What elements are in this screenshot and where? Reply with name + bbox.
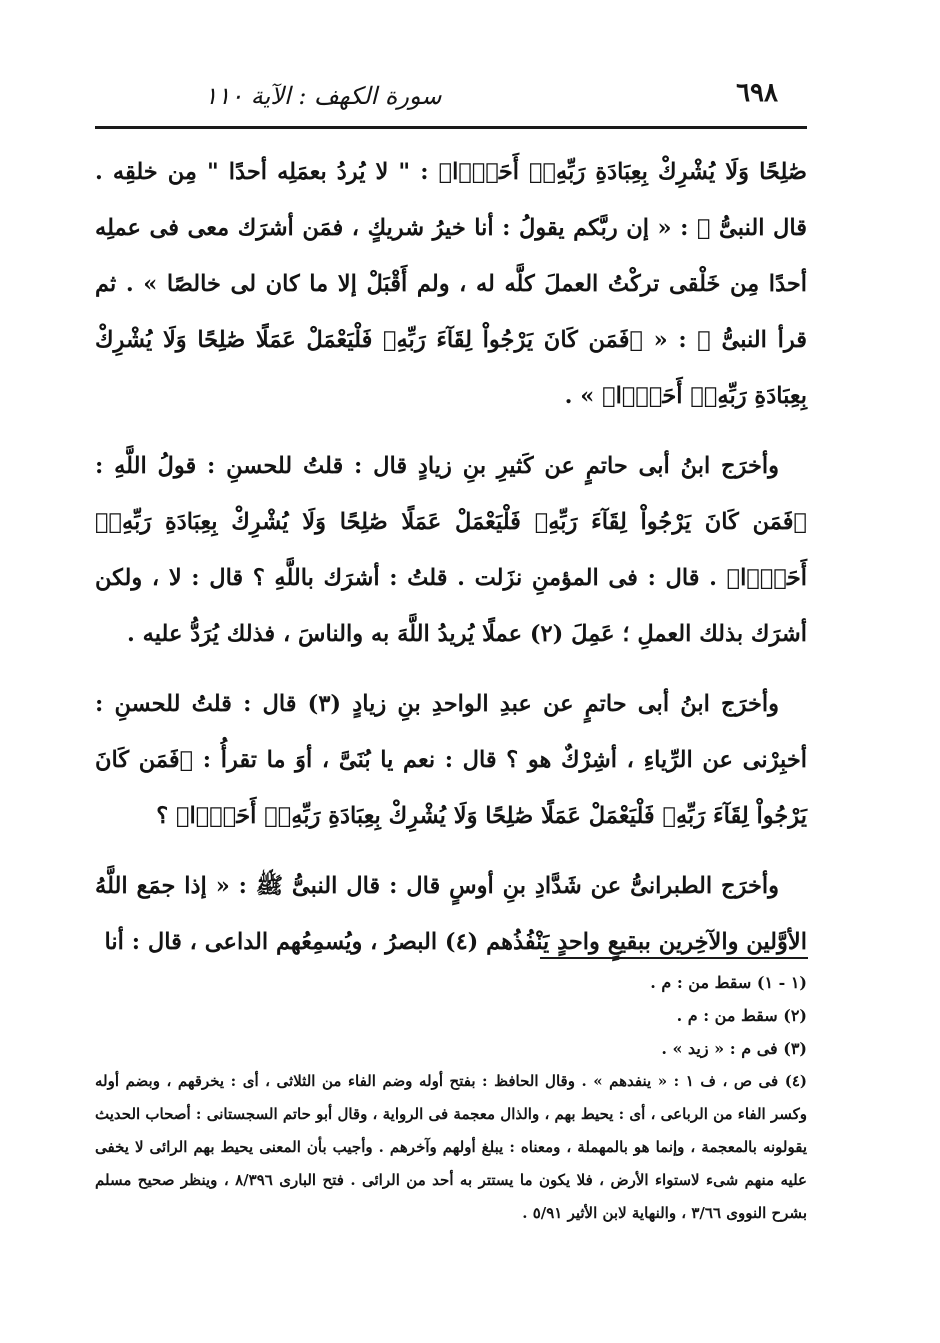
footnote-4: (٤) فى ص ، ف ١ : « ينفدهم » . وقال الحافظ : بفتح أوله وضم الفاء من الثلاثى ، أى : يخرقهم ، وبضم أوله وكسر الفاء من الرباعى ، أى : يحيط بهم ، والذال معجمة فى الرواية ، وقال أبو حاتم السجستانى : أصحاب الحديث يقولونه بالمعجمة ، وإنما هو بالمهملة ، ومعناه : يبلغ أولهم وآخرهم . وأجيب بأن المعنى يحيط بهم الرائى لا يخفى عليه منهم شىء لاستواء الأرض ، فلا يكون ما يستتر به أحد من الرائى . فتح البارى ٨/٣٩٦ ، وينظر صحيح مسلم بشرح النووى ٣/٦٦ ، والنهاية لابن الأثير ٥/٩١ . [95, 1072, 807, 1222]
header-divider [95, 126, 807, 129]
footnotes [95, 966, 807, 1230]
footnote-2: (٢) سقط من : م . [676, 1006, 807, 1025]
footnote-3: (٣) فى م : « زيد » . [661, 1039, 807, 1058]
running-title: سورة الكهف : الآية ١١٠ [204, 82, 442, 110]
page-number: ٦٩٨ [736, 78, 778, 108]
paragraph-2: وأخرَج ابنُ أبى حاتمٍ عن كَثيرِ بنِ زيادٍ قال : قلتُ للحسنِ : قولُ اللَّهِ : ﴿فَمَن كَانَ يَرْجُواْ لِقَآءَ رَبِّهِۦ فَلْيَعْمَلْ عَمَلًا صَٰلِحًا وَلَا يُشْرِكْ بِعِبَادَةِ رَبِّهِۦٓ أَحَدَۢا﴾ . قال : فى المؤمنِ نزَلت . قلتُ : أشرَك باللَّهِ ؟ قال : لا ، ولكن أشرَك بذلك العملِ ؛ عَمِلَ (٢) عملًا يُريدُ اللَّهَ به والناسَ ، فذلك يُرَدُّ عليه . [95, 453, 807, 647]
main-text [95, 144, 807, 984]
footnote-divider [540, 957, 808, 959]
paragraph-4: وأخرَج الطبرانىُّ عن شَدَّادِ بنِ أوسٍ قال : قال النبىُّ ﷺ : « إذا جمَع اللَّهُ الأوَّلين والآخِرين ببقيعٍ واحدٍ يَنْفُذُهم (٤) البصرُ ، ويُسمِعُهم الداعى ، قال : أنا [95, 873, 807, 955]
page-header [118, 78, 778, 118]
paragraph-1: صَٰلِحًا وَلَا يُشْرِكْ بِعِبَادَةِ رَبِّهِۦٓ أَحَدَۢا﴾ : " لا يُردُ بعمَلِه أحدًا " مِن خلقِه . قال النبىُّ ﷺ : « إن ربَّكم يقولُ : أنا خيرُ شريكٍ ، فمَن أشرَك معى فى عملِه أحدًا مِن خَلْقى تركْتُ العملَ كلَّه له ، ولم أَقْبَلْ إلا ما كان لى خالصًا » . ثم قرأ النبىُّ ﷺ : « ﴿فَمَن كَانَ يَرْجُواْ لِقَآءَ رَبِّهِۦ فَلْيَعْمَلْ عَمَلًا صَٰلِحًا وَلَا يُشْرِكْ بِعِبَادَةِ رَبِّهِۦٓ أَحَدَۢا﴾ » . [95, 159, 807, 409]
footnote-1: (١ - ١) سقط من : م . [650, 973, 807, 992]
paragraph-3: وأخرَج ابنُ أبى حاتمٍ عن عبدِ الواحدِ بنِ زيادٍ (٣) قال : قلتُ للحسنِ : أخبِرْنى عن الرِّياءِ ، أشِرْكٌ هو ؟ قال : نعم يا بُنَىَّ ، أوَ ما تقرأُ : ﴿فَمَن كَانَ يَرْجُواْ لِقَآءَ رَبِّهِۦ فَلْيَعْمَلْ عَمَلًا صَٰلِحًا وَلَا يُشْرِكْ بِعِبَادَةِ رَبِّهِۦٓ أَحَدَۢا﴾ ؟ [95, 691, 807, 829]
